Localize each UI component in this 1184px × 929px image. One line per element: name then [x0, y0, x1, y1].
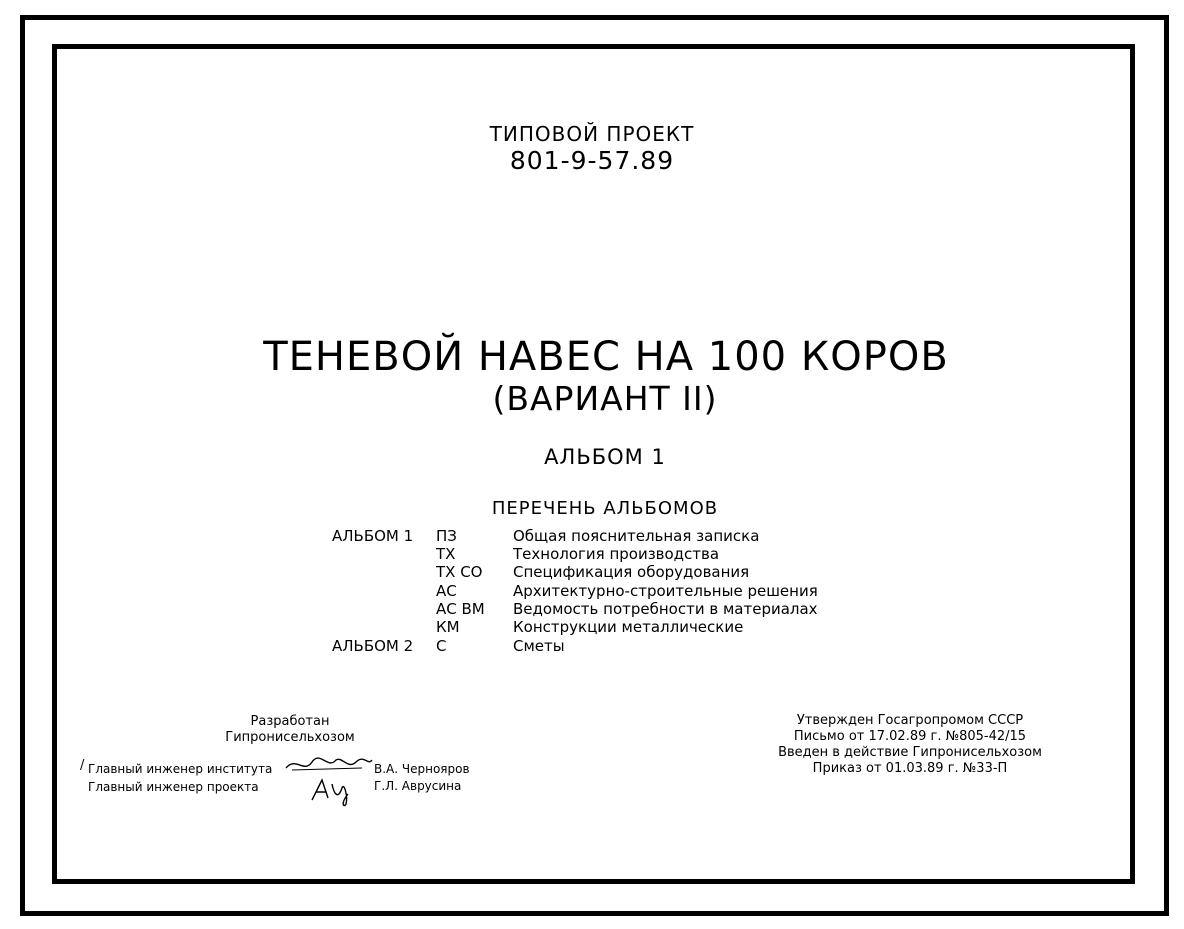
- signature-role: Главный инженер института: [88, 762, 273, 776]
- list-item-desc: Архитектурно-строительные решения: [513, 582, 818, 600]
- approval-line: Приказ от 01.03.89 г. №33-П: [812, 761, 1008, 776]
- list-item-code: АС ВМ: [436, 600, 485, 618]
- albums-list-title: ПЕРЕЧЕНЬ АЛЬБОМОВ: [491, 498, 719, 519]
- margin-tick: /: [80, 758, 85, 773]
- developed-by-block: [190, 714, 390, 746]
- list-item-code: КМ: [436, 618, 460, 636]
- list-item-desc: Конструкции металлические: [513, 618, 744, 636]
- list-item-code: ТХ СО: [436, 563, 483, 581]
- list-item-code: С: [436, 637, 447, 655]
- list-item-desc: Технология производства: [513, 545, 720, 563]
- list-item-code: АС: [436, 582, 457, 600]
- signature-role: Главный инженер проекта: [88, 780, 259, 794]
- approval-line: Письмо от 17.02.89 г. №805-42/15: [793, 729, 1027, 744]
- signature-mark: [308, 774, 360, 808]
- list-item-desc: Общая пояснительная записка: [513, 527, 760, 545]
- list-item-album: АЛЬБОМ 1: [332, 527, 414, 545]
- list-item-desc: Сметы: [513, 637, 565, 655]
- list-item-desc: Спецификация оборудования: [513, 563, 750, 581]
- variant-label: (ВАРИАНТ II): [492, 379, 718, 418]
- developed-label: Разработан: [250, 714, 330, 729]
- signature-name: В.А. Чернояров: [374, 762, 470, 776]
- signature-name: Г.Л. Аврусина: [374, 779, 462, 793]
- document-title: ТЕНЕВОЙ НАВЕС НА 100 КОРОВ: [263, 334, 949, 380]
- project-code: 801-9-57.89: [509, 146, 675, 175]
- list-item-code: ПЗ: [436, 527, 457, 545]
- list-item-album: АЛЬБОМ 2: [332, 637, 414, 655]
- current-album: АЛЬБОМ 1: [544, 445, 666, 469]
- project-type: ТИПОВОЙ ПРОЕКТ: [489, 122, 695, 146]
- approval-line: Утвержден Госагропромом СССР: [796, 713, 1024, 728]
- approval-block: [740, 713, 1080, 777]
- list-item-code: ТХ: [436, 545, 456, 563]
- developer-org: Гипронисельхозом: [225, 730, 355, 745]
- approval-line: Введен в действие Гипронисельхозом: [778, 745, 1042, 760]
- list-item-desc: Ведомость потребности в материалах: [513, 600, 818, 618]
